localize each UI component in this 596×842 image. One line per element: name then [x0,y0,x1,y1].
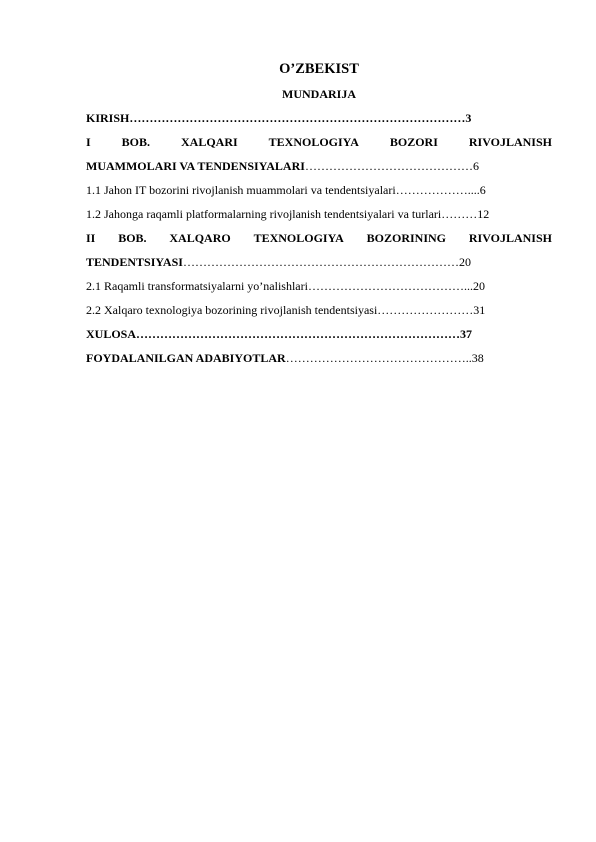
toc-word: RIVOJLANISH [468,231,552,245]
toc-entry-section-2-2: 2.2 Xalqaro texnologiya bozorining rivojlanish tendentsiyasi……………………31 [86,303,486,317]
toc-word: XALQARI [180,135,238,149]
toc-leader: ………………………………………..38 [285,351,484,365]
toc-word: RIVOJLANISH [468,135,552,149]
toc-chapter-title: MUAMMOLARI VA TENDENSIYALARI [86,159,305,173]
toc-word: BOB. [118,231,147,245]
toc-leader: ……………………………………………………………20 [182,255,471,269]
toc-word: II [86,231,96,245]
toc-word: BOZORINING [366,231,447,245]
toc-entry-chapter-2-line-1 [86,230,552,246]
toc-word: BOZORI [389,135,438,149]
toc-entry-xulosa: XULOSA………………………………………………………………………37 [86,327,473,341]
toc-entry-chapter-1-line-2 [86,158,552,174]
toc-word: XALQARO [169,231,231,245]
toc-entry-section-1-1: 1.1 Jahon IT bozorini rivojlanish muammolari va tendentsiyalari………………....6 [86,183,486,197]
toc-entry-section-2-1: 2.1 Raqamli transformatsiyalarni yo’nalishlari…………………………………...20 [86,279,485,293]
toc-entry-chapter-2-line-2 [86,254,552,270]
toc-word: TEXNOLOGIYA [268,135,359,149]
toc-word: I [86,135,91,149]
toc-word: BOB. [121,135,150,149]
toc-entry-kirish: KIRISH…………………………………………………………………………3 [86,111,472,125]
toc-entry-section-1-2: 1.2 Jahonga raqamli platformalarning rivojlanish tendentsiyalari va turlari………12 [86,207,490,221]
toc-entry-adabiyotlar [86,350,552,366]
toc-chapter-title: TENDENTSIYASI [86,255,183,269]
page-title: O’ZBEKIST [279,61,359,77]
toc-chapter-title: FOYDALANILGAN ADABIYOTLAR [86,351,286,365]
toc-heading: MUNDARIJA [282,87,356,101]
toc-leader: ……………………………………6 [304,159,479,173]
toc-entry-chapter-1-line-1 [86,134,552,150]
toc-word: TEXNOLOGIYA [253,231,344,245]
